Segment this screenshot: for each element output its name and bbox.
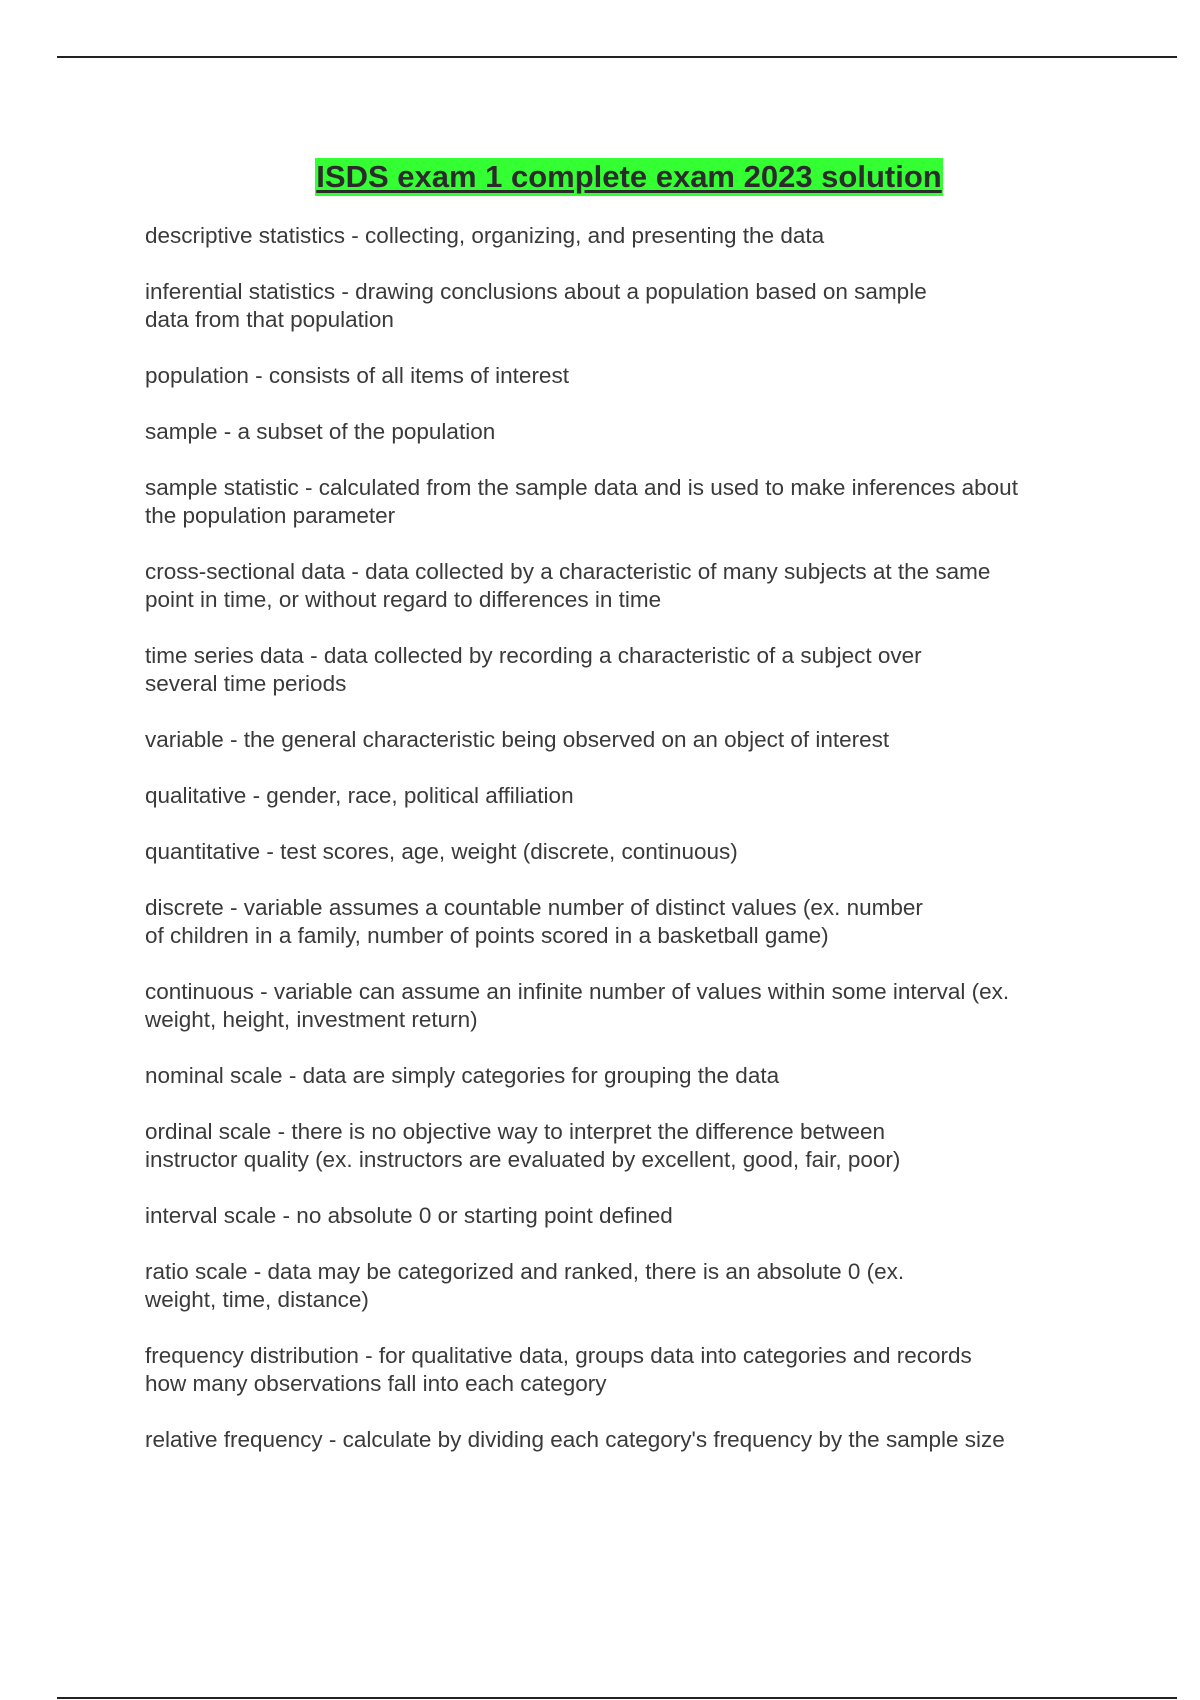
footer-rule [57,1697,1177,1699]
definition-entry: discrete - variable assumes a countable number of distinct values (ex. number of children in a family, number of points scored in a basketball game) [145,895,923,948]
definition-entry: variable - the general characteristic being observed on an object of interest [145,727,890,752]
definition-entry: sample statistic - calculated from the sample data and is used to make inferences about the population parameter [145,475,1018,528]
title-container [0,158,1200,196]
definition-entry: nominal scale - data are simply categories for grouping the data [145,1063,780,1088]
definition-entry: frequency distribution - for qualitative data, groups data into categories and records how many observations fall into each category [145,1343,972,1396]
definition-entry: ratio scale - data may be categorized and ranked, there is an absolute 0 (ex. weight, time, distance) [145,1259,905,1312]
definition-entry: descriptive statistics - collecting, organizing, and presenting the data [145,223,825,248]
header-rule [57,56,1177,58]
definition-entry: population - consists of all items of interest [145,363,569,388]
definition-entry: time series data - data collected by recording a characteristic of a subject over several time periods [145,643,922,696]
document-title: ISDS exam 1 complete exam 2023 solution [316,159,942,194]
definition-entry: quantitative - test scores, age, weight (discrete, continuous) [145,839,738,864]
definition-entry: interval scale - no absolute 0 or starting point defined [145,1203,673,1228]
definition-list [145,222,1095,1482]
definition-entry: cross-sectional data - data collected by a characteristic of many subjects at the same point in time, or without regard to differences in time [145,559,991,612]
definition-entry: qualitative - gender, race, political affiliation [145,783,574,808]
definition-entry: sample - a subset of the population [145,419,496,444]
definition-entry: inferential statistics - drawing conclusions about a population based on sample data from that population [145,279,927,332]
definition-entry: relative frequency - calculate by dividing each category's frequency by the sample size [145,1427,1005,1452]
definition-entry: ordinal scale - there is no objective way to interpret the difference between instructor quality (ex. instructors are evaluated by excellent, good, fair, poor) [145,1119,901,1172]
definition-entry: continuous - variable can assume an infinite number of values within some interval (ex. weight, height, investment return) [145,979,1010,1032]
